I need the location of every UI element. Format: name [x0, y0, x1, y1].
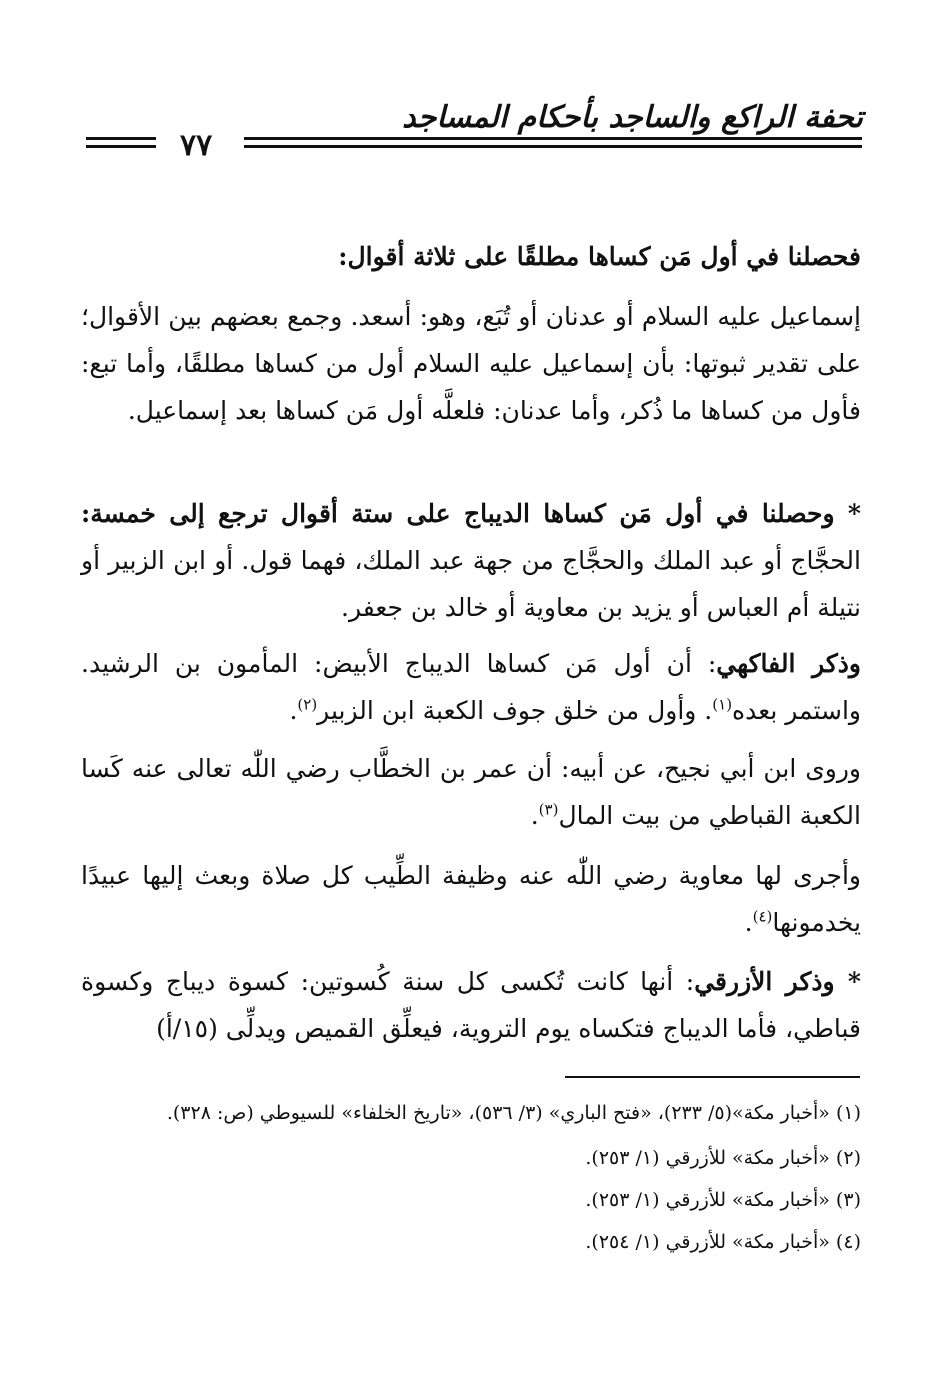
footnote-4: (٤) «أخبار مكة» للأزرقي (١/ ٢٥٤).: [585, 1231, 861, 1253]
paragraph-6: [81, 958, 861, 1052]
paragraph-5: [81, 852, 861, 946]
footnote-ref-3[interactable]: (٣): [538, 800, 559, 819]
paragraph-3-end: .: [289, 696, 298, 725]
page-number: ٧٧: [180, 128, 213, 163]
paragraph-3-text: : أن أول مَن كساها الديباج الأبيض: المأمون بن الرشيد. واستمر بعده: [81, 649, 861, 725]
paragraph-3-text-2: . وأول من خلق جوف الكعبة ابن الزبير: [317, 696, 713, 725]
header-rule-short: [86, 145, 156, 148]
footnote-separator: [565, 1076, 860, 1078]
header-rule-line: [244, 137, 862, 140]
paragraph-6-text: : أنها كانت تُكسى كل سنة كُسوتين: كسوة ديباج وكسوة قباطي، فأما الديباج فتكساه يوم التروية، فيعلِّق القميص ويدلِّى (١٥/أ): [81, 967, 861, 1043]
paragraph-2-lead: * وحصلنا في أول مَن كساها الديباج على ستة أقوال ترجع إلى خمسة:: [81, 499, 861, 528]
paragraph-2: [81, 490, 861, 631]
paragraph-4-end: .: [530, 801, 539, 830]
running-header-title: تحفة الراكع والساجد بأحكام المساجد: [402, 100, 863, 135]
header-rule-line: [244, 145, 862, 148]
paragraph-6-lead: * وذكر الأزرقي: [694, 967, 861, 996]
footnote-2: (٢) «أخبار مكة» للأزرقي (١/ ٢٥٣).: [585, 1147, 861, 1169]
section-heading: فحصلنا في أول مَن كساها مطلقًا على ثلاثة أقوال:: [338, 242, 861, 271]
footnote-ref-1[interactable]: (١): [712, 695, 733, 714]
footnote-3: (٣) «أخبار مكة» للأزرقي (١/ ٢٥٣).: [585, 1189, 861, 1211]
paragraph-3-lead: وذكر الفاكهي: [716, 649, 861, 678]
paragraph-5-text: وأجرى لها معاوية رضي اللّٰه عنه وظيفة الطِّيب كل صلاة وبعث إليها عبيدًا يخدمونها: [81, 861, 861, 937]
paragraph-5-end: .: [744, 908, 753, 937]
footnote-ref-4[interactable]: (٤): [752, 907, 773, 926]
paragraph-2-text: الحجَّاج أو عبد الملك والحجَّاج من جهة عبد الملك، فهما قول. أو ابن الزبير أو نتيلة أم العباس أو يزيد بن معاوية أو خالد بن جعفر.: [81, 546, 861, 622]
footnote-1: (١) «أخبار مكة»(٥/ ٢٣٣)، «فتح الباري» (٣/ ٥٣٦)، «تاريخ الخلفاء» للسيوطي (ص: ٣٢٨).: [166, 1102, 861, 1124]
paragraph-1: إسماعيل عليه السلام أو عدنان أو تُبَع، وهو: أسعد. وجمع بعضهم بين الأقوال؛ على تقدير ثبوتها: بأن إسماعيل عليه السلام أول من كساها مطلقًا، وأما تبع: فأول من كساها ما ذُكر، وأما عدنان: فلعلَّه أول مَن كساها بعد إسماعيل.: [81, 302, 861, 425]
footnote-ref-2[interactable]: (٢): [297, 695, 318, 714]
paragraph-4: [81, 745, 861, 839]
paragraph-3: [81, 640, 861, 734]
paragraph-4-text: وروى ابن أبي نجيح، عن أبيه: أن عمر بن الخطَّاب رضي اللّٰه تعالى عنه كَسا الكعبة القباطي من بيت المال: [81, 754, 861, 830]
header-rule-short: [86, 137, 156, 140]
